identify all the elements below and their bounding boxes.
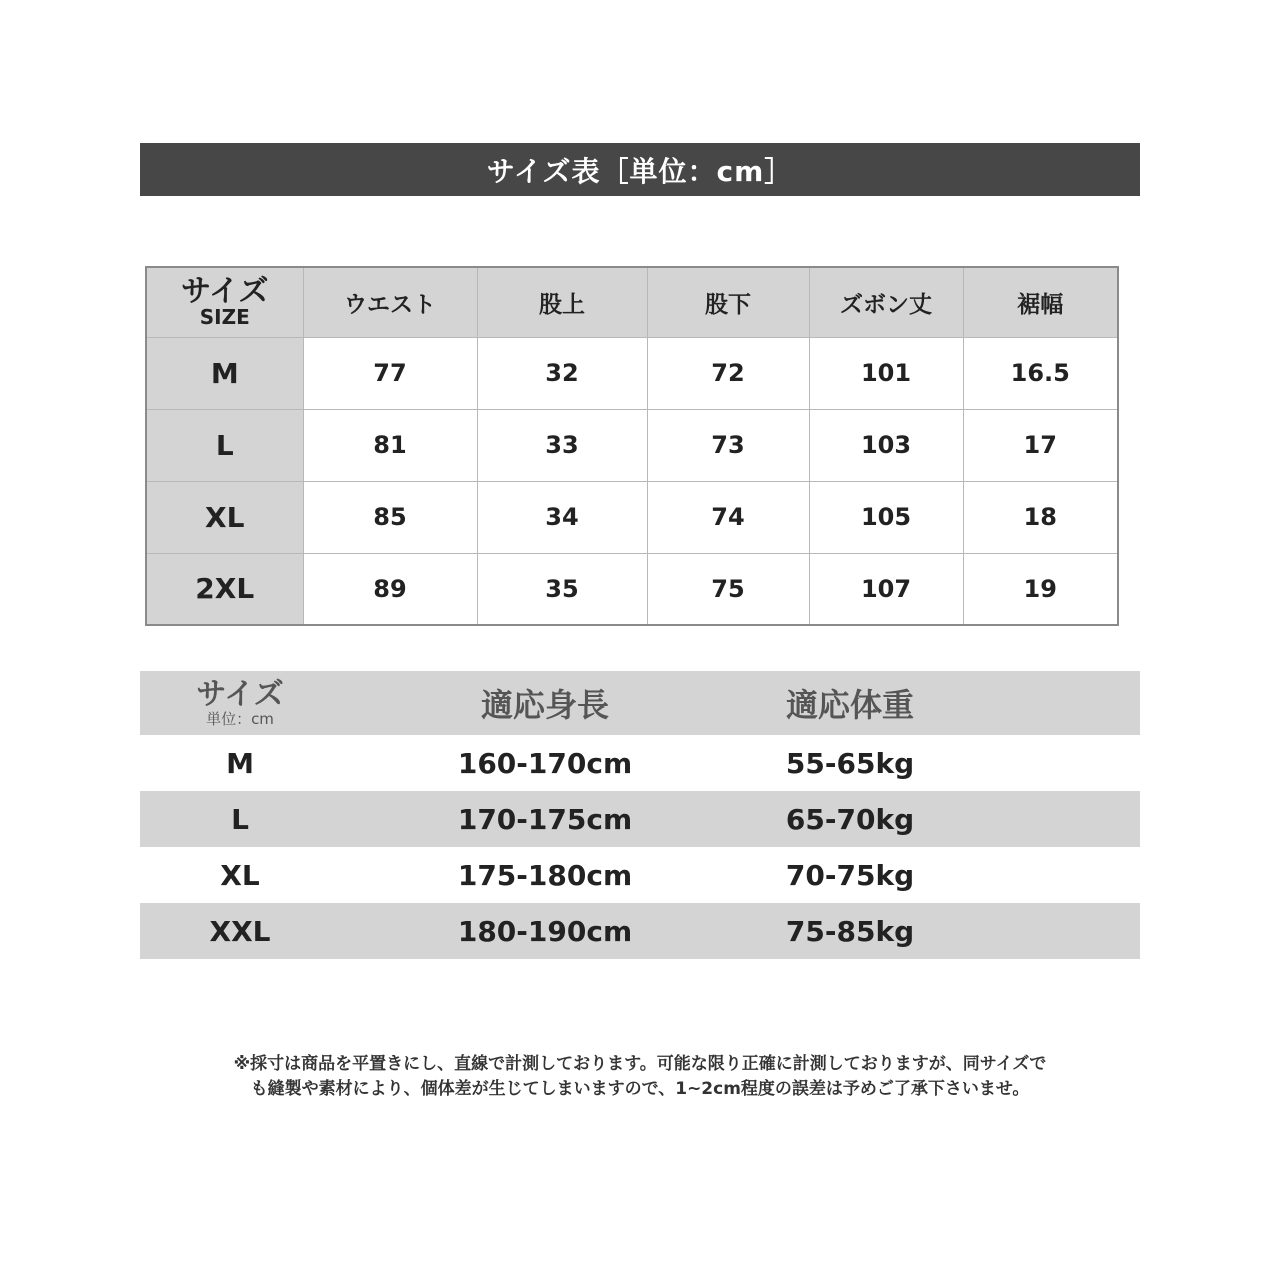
length-cell: 107 — [809, 553, 963, 625]
rise-cell: 33 — [477, 409, 647, 481]
fit-weight-cell: 65-70kg — [785, 802, 915, 836]
fit-weight-cell: 75-85kg — [785, 914, 915, 948]
inseam-cell: 72 — [647, 337, 809, 409]
size-cell: M — [146, 337, 303, 409]
rise-cell: 32 — [477, 337, 647, 409]
page-title: サイズ表［単位：cm］ — [140, 143, 1140, 196]
list-item — [140, 847, 1140, 903]
waist-cell: 81 — [303, 409, 477, 481]
fit-height-header: 適応身長 — [480, 686, 609, 724]
fit-weight-cell: 70-75kg — [785, 858, 915, 892]
table-row — [146, 553, 1118, 625]
fit-guide-table — [140, 671, 1140, 959]
fit-height-cell: 180-190cm — [457, 914, 633, 948]
list-item — [140, 903, 1140, 959]
fit-size-cell: XXL — [209, 914, 271, 948]
table-row — [146, 481, 1118, 553]
fit-height-cell: 170-175cm — [457, 802, 633, 836]
note-line-1: ※採寸は商品を平置きにし、直線で計測しております。可能な限り正確に計測しておりますが、同サイズで — [233, 1054, 1047, 1074]
hem-width-cell: 17 — [963, 409, 1118, 481]
rise-cell: 35 — [477, 553, 647, 625]
inseam-cell: 75 — [647, 553, 809, 625]
fit-size-cell: L — [231, 802, 249, 836]
size-header-sublabel: SIZE — [199, 305, 250, 330]
hem-width-column-header: 裾幅 — [963, 267, 1118, 337]
waist-cell: 85 — [303, 481, 477, 553]
hem-width-cell: 16.5 — [963, 337, 1118, 409]
size-cell: XL — [146, 481, 303, 553]
waist-cell: 77 — [303, 337, 477, 409]
inseam-cell: 74 — [647, 481, 809, 553]
fit-size-header — [140, 679, 340, 727]
length-cell: 105 — [809, 481, 963, 553]
measurement-table — [145, 266, 1119, 626]
inseam-column-header: 股下 — [647, 267, 809, 337]
hem-width-cell: 18 — [963, 481, 1118, 553]
size-cell: 2XL — [146, 553, 303, 625]
fit-weight-header: 適応体重 — [785, 686, 914, 724]
table-row — [146, 409, 1118, 481]
waist-cell: 89 — [303, 553, 477, 625]
fit-size-header-unit: 単位：cm — [206, 710, 274, 728]
inseam-cell: 73 — [647, 409, 809, 481]
fit-size-header-label: サイズ — [196, 677, 284, 712]
fit-size-cell: M — [226, 746, 254, 780]
fit-height-cell: 160-170cm — [457, 746, 633, 780]
list-item — [140, 791, 1140, 847]
rise-cell: 34 — [477, 481, 647, 553]
fit-weight-cell: 55-65kg — [785, 746, 915, 780]
list-item — [140, 735, 1140, 791]
length-cell: 101 — [809, 337, 963, 409]
length-cell: 103 — [809, 409, 963, 481]
table-row — [146, 337, 1118, 409]
size-column-header — [146, 267, 303, 337]
note-line-2: も縫製や素材により、個体差が生じてしまいますので、1~2cm程度の誤差は予めご了承下さいませ。 — [250, 1079, 1030, 1099]
fit-height-cell: 175-180cm — [457, 858, 633, 892]
fit-size-cell: XL — [220, 858, 260, 892]
hem-width-cell: 19 — [963, 553, 1118, 625]
waist-column-header: ウエスト — [303, 267, 477, 337]
length-column-header: ズボン丈 — [809, 267, 963, 337]
measurement-note — [140, 1052, 1140, 1102]
rise-column-header: 股上 — [477, 267, 647, 337]
size-cell: L — [146, 409, 303, 481]
measurement-header-row — [146, 267, 1118, 337]
size-header-label: サイズ — [180, 274, 269, 310]
fit-guide-header-row — [140, 671, 1140, 735]
